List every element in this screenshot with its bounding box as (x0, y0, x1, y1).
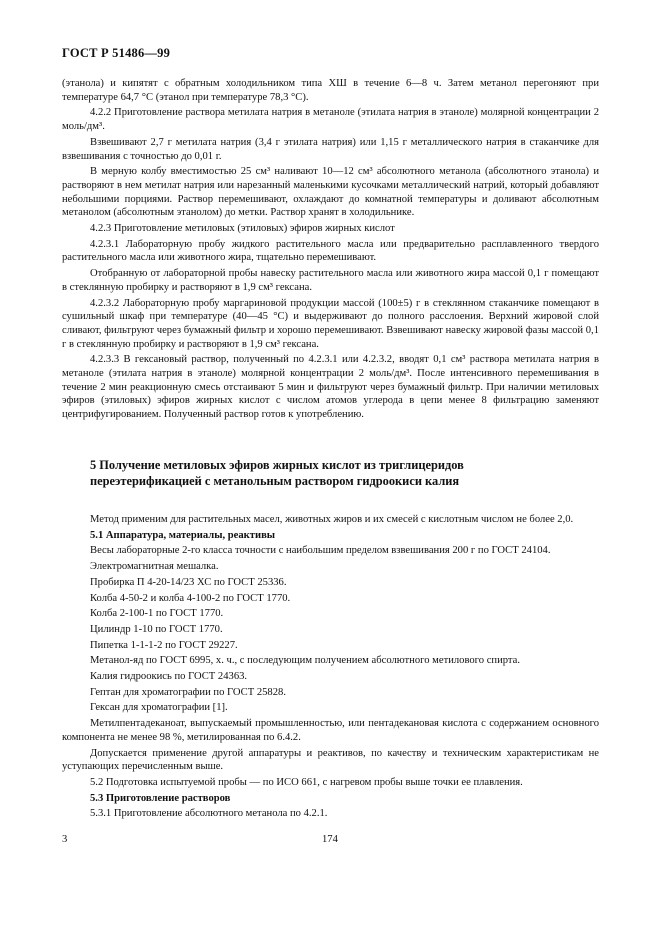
paragraph: 4.2.2 Приготовление раствора метилата натрия в метаноле (этилата натрия в этаноле) молярной концентрации 2 моль/дм³. (62, 107, 599, 133)
list-item: Пробирка П 4-20-14/23 ХС по ГОСТ 25336. (90, 576, 287, 588)
paragraph: Отобранную от лабораторной пробы навеску растительного масла или животного жира массой 0,1 г помещают в стеклянную пробирку и растворяют в 1,9 см³ гексана. (62, 268, 599, 293)
list-item: Гексан для хроматографии [1]. (90, 702, 228, 714)
section-title: 5 Получение метиловых эфиров жирных кислот из триглицеридов переэтерификацией с метанольным раствором гидроокиси калия (90, 458, 464, 488)
paragraph: В мерную колбу вместимостью 25 см³ наливают 10—12 см³ абсолютного метанола (абсолютного этанола) и растворяют в нем метилат натрия или нарезанный маленькими кусочками металлический натрий, который добавляют небольшими порциями. Раствор перемешивают, охлаждают до комнатной температуры и доливают абсолютным метанолом (абсолютным этанолом) до метки. Раствор хранят в холодильнике. (62, 166, 599, 219)
paragraph: Метод применим для растительных масел, животных жиров и их смесей с кислотным числом не более 2,0. (90, 514, 574, 525)
list-item: Метанол-яд по ГОСТ 6995, х. ч., с последующим получением абсолютного метилового спирта. (90, 655, 521, 667)
list-item: Колба 2-100-1 по ГОСТ 1770. (90, 608, 224, 620)
paragraph: 4.2.3.3 В гексановый раствор, полученный по 4.2.3.1 или 4.2.3.2, вводят 0,1 см³ раствора метилата натрия в метаноле (этилата натрия в этаноле) молярной концентрации 2 моль/дм³. После интенсивного перемешивания в течение 2 мин реакционную смесь отстаивают 5 мин и фильтруют через бумажный фильтр. При наличии метиловых эфиров (этиловых) эфиров жирных кислот с числом атомов углерода в цепи менее 8 фильтрацию заменяют центрифугированием. Полученный раствор готов к употреблению. (62, 354, 599, 421)
paragraph: 5.2 Подготовка испытуемой пробы — по ИСО 661, с нагревом пробы выше точки ее плавления. (90, 776, 523, 788)
list-item: Пипетка 1-1-1-2 по ГОСТ 29227. (90, 639, 238, 651)
list-item: Цилиндр 1-10 по ГОСТ 1770. (90, 623, 223, 635)
paragraph: 4.2.3.2 Лабораторную пробу маргариновой продукции массой (100±5) г в стеклянном стаканчике помещают в сушильный шкаф при температуре (40—45 °С) и выдерживают до полного расслоения. Верхний жировой слой сливают, фильтруют через бумажный фильтр и хорошо перемешивают. Взвешивают навеску жировой фазы массой 0,1 г в стеклянную пробирку и растворяют в 1,9 см³ гексана. (62, 297, 599, 350)
list-item: Допускается применение другой аппаратуры и реактивов, по качеству и техническим характеристикам не уступающих перечисленным выше. (62, 747, 599, 773)
document-header: ГОСТ Р 51486—99 (62, 46, 171, 60)
paragraph: 4.2.3 Приготовление метиловых (этиловых) эфиров жирных кислот (90, 223, 395, 235)
subsection-title: 5.3 Приготовление растворов (90, 792, 231, 804)
list-item: Калия гидроокись по ГОСТ 24363. (90, 671, 248, 683)
paragraph: Взвешивают 2,7 г метилата натрия (3,4 г этилата натрия) или 1,15 г металлического натрия в стаканчике для взвешивания с точностью до 0,01 г. (62, 136, 599, 162)
paragraph: 4.2.3.1 Лабораторную пробу жидкого растительного масла или предварительно расплавленного твердого растительного масла или животного жира, тщательно перемешивают. (62, 238, 599, 264)
paragraph: 5.3.1 Приготовление абсолютного метанола по 4.2.1. (90, 808, 328, 820)
page-number-left: 3 (62, 834, 68, 845)
subsection-title: 5.1 Аппаратура, материалы, реактивы (90, 529, 276, 541)
list-item: Гептан для хроматографии по ГОСТ 25828. (90, 686, 286, 698)
list-item: Электромагнитная мешалка. (90, 561, 219, 573)
list-item: Метилпентадеканоат, выпускаемый промышленностью, или пентадекановая кислота с содержанием основного компонента не менее 98 %, метилированная по 6.4.2. (62, 718, 599, 743)
list-item: Весы лабораторные 2-го класса точности с наибольшим пределом взвешивания 200 г по ГОСТ 24104. (90, 545, 551, 557)
text-block-2 (62, 513, 599, 823)
page-number-center: 174 (322, 834, 338, 845)
paragraph: (этанола) и кипятят с обратным холодильником типа ХШ в течение 6—8 ч. Затем метанол перегоняют при температуре 64,7 °С (этанол при температуре 78,3 °С). (62, 78, 599, 103)
text-block-1 (62, 77, 599, 424)
list-item: Колба 4-50-2 и колба 4-100-2 по ГОСТ 1770. (90, 592, 291, 604)
